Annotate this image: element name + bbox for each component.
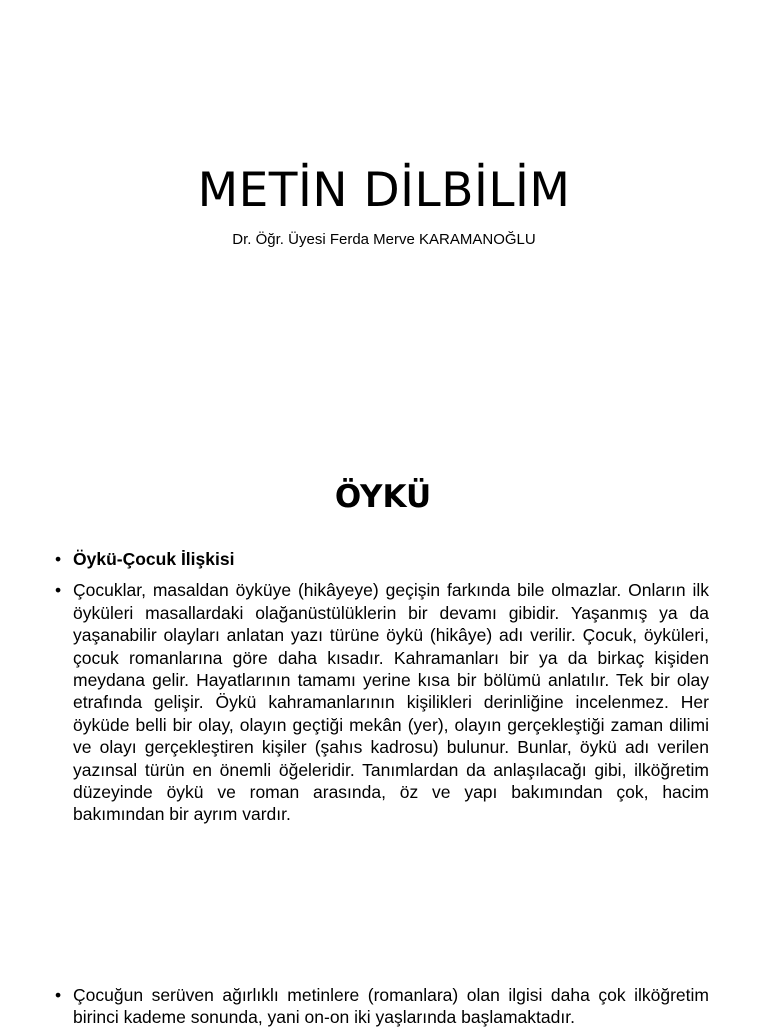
bullet-icon: • xyxy=(55,549,62,569)
bullet-list xyxy=(55,548,709,835)
list-item xyxy=(55,548,709,570)
bullet-list-continued xyxy=(55,984,709,1029)
bullet-icon: • xyxy=(55,580,62,601)
bullet-icon: • xyxy=(55,985,62,1005)
bullet-text-paragraph: Çocuklar, masaldan öyküye (hikâyeye) geçişin farkında bile olmazlar. Onların ilk öyküleri masallardaki olağanüstülüklerin bir devamı gibidir. Yaşanmış ya da yaşanabilir olayları anlatan yazı türüne öykü (hikâye) adı verilir. Çocuk, öyküleri, çocuk romanlarına göre daha kısadır. Kahramanları bir ya da birkaç kişiden meydana gelir. Hayatlarının tamamı yerine kısa bir bölümü anlatılır. Tek bir olay etrafında gelişir. Öykü kahramanlarının kişilikleri derinliğine incelenmez. Her öyküde belli bir olay, olayın geçtiği mekân (yer), olayın gerçekleştiği zaman dilimi ve olayı gerçekleştiren kişiler (şahıs kadrosu) bulunur. Bunlar, öykü adı verilen yazınsal türün en önemli öğeleridir. Tanımlardan da anlaşılacağı gibi, ilköğretim düzeyinde öykü ve roman arasında, öz ve yapı bakımından çok, hacim bakımından bir ayrım vardır. xyxy=(73,580,709,825)
slide-subtitle: Dr. Öğr. Üyesi Ferda Merve KARAMANOĞLU xyxy=(232,231,536,248)
content-slide xyxy=(0,440,768,1028)
slide-title: METİN DİLBİLİM xyxy=(197,163,571,218)
slide-heading: ÖYKÜ xyxy=(334,479,432,515)
bullet-text-section-title: Öykü-Çocuk İlişkisi xyxy=(73,549,235,569)
list-item xyxy=(55,984,709,1029)
bullet-text-paragraph: Çocuğun serüven ağırlıklı metinlere (romanlara) olan ilgisi daha çok ilköğretim birinci kademe sonunda, yani on-on iki yaşlarında başlamaktadır. xyxy=(73,985,709,1028)
title-slide xyxy=(0,0,768,440)
list-item xyxy=(55,579,709,825)
